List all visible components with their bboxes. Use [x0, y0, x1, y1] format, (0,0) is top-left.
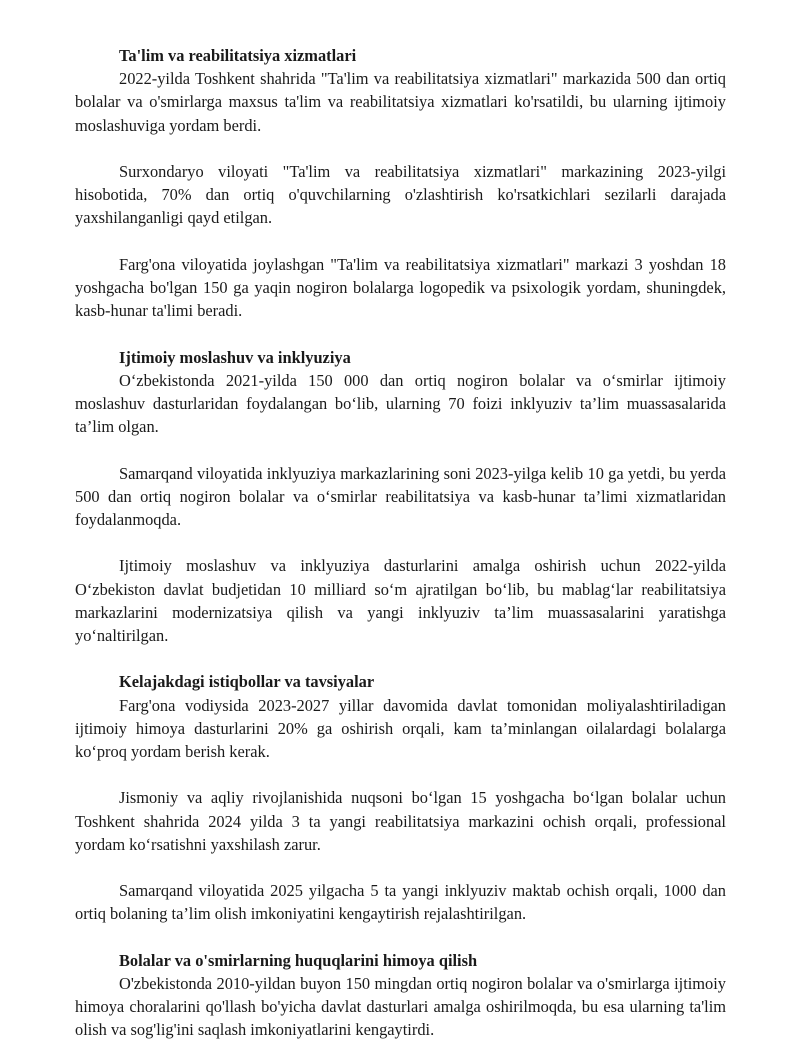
section-education-rehabilitation — [75, 44, 726, 322]
document-page — [75, 44, 726, 1042]
paragraph: Samarqand viloyatida inklyuziya markazlarining soni 2023-yilga kelib 10 ga yetdi, bu yerda 500 dan ortiq nogiron bolalar va o‘smirlar reabilitatsiya va kasb-hunar ta’limi xizmatlaridan foydalanmoqda. — [75, 463, 726, 529]
section-future-prospects — [75, 670, 726, 925]
paragraph: O‘zbekistonda 2021-yilda 150 000 dan ortiq nogiron bolalar va o‘smirlar ijtimoiy moslashuv dasturlaridan foydalangan bo‘lib, ularning 70 foizi inklyuziv ta’lim muassasalarida ta’lim olgan. — [75, 370, 726, 437]
paragraph: Surxondaryo viloyati "Ta'lim va reabilitatsiya xizmatlari" markazining 2023-yilgi hisobotida, 70% dan ortiq o'quvchilarning o'zlashtirish ko'rsatkichlari sezilarli darajada yaxshilanganligi qayd etilgan. — [75, 162, 726, 228]
section-heading: Ijtimoiy moslashuv va inklyuziya — [119, 347, 351, 367]
section-heading: Bolalar va o'smirlarning huquqlarini himoya qilish — [119, 950, 478, 970]
section-heading: Kelajakdagi istiqbollar va tavsiyalar — [119, 672, 375, 692]
paragraph: Samarqand viloyatida 2025 yilgacha 5 ta yangi inklyuziv maktab ochish orqali, 1000 dan ortiq bolaning ta’lim olish imkoniyatini kengaytirish rejalashtirilgan. — [75, 881, 726, 924]
paragraph: Jismoniy va aqliy rivojlanishida nuqsoni bo‘lgan 15 yoshgacha bo‘lgan bolalar uchun Toshkent shahrida 2024 yilda 3 ta yangi reabilitatsiya markazini ochish orqali, professional yordam ko‘rsatishni yaxshilash zarur. — [75, 788, 726, 854]
paragraph: O'zbekistonda 2010-yildan buyon 150 mingdan ortiq nogiron bolalar va o'smirlarga ijtimoiy himoya choralarini qo'llash bo'yicha davlat dasturlari amalga oshirilmoqda, bu esa ularning ta'lim olish va sog'lig'ini saqlash imkoniyatlarini kengaytirdi. — [75, 973, 726, 1040]
paragraph: 2022-yilda Toshkent shahrida "Ta'lim va reabilitatsiya xizmatlari" markazida 500 dan ortiq bolalar va o'smirlarga maxsus ta'lim va reabilitatsiya xizmatlari ko'rsatildi, bu ularning ijtimoiy moslashuviga yordam berdi. — [75, 69, 726, 135]
section-social-adaptation — [75, 346, 726, 648]
paragraph: Farg'ona vodiysida 2023-2027 yillar davomida davlat tomonidan moliyalashtiriladigan ijtimoiy himoya dasturlarini 20% ga oshirish orqali, kam ta’minlangan oilalardagi bolalarga ko‘proq yordam berish kerak. — [75, 695, 726, 761]
paragraph: Ijtimoiy moslashuv va inklyuziya dasturlarini amalga oshirish uchun 2022-yilda O‘zbekiston davlat budjetidan 10 milliard so‘m ajratilgan bo‘lib, bu mablag‘lar reabilitatsiya markazlarini modernizatsiya qilish va yangi inklyuziv ta’lim muassasalarini yaratishga yo‘naltirilgan. — [75, 556, 726, 645]
section-children-rights — [75, 949, 726, 1042]
section-heading: Ta'lim va reabilitatsiya xizmatlari — [119, 46, 357, 65]
paragraph: Farg'ona viloyatida joylashgan "Ta'lim va reabilitatsiya xizmatlari" markazi 3 yoshdan 18 yoshgacha bo'lgan 150 ga yaqin nogiron bolalarga logopedik va psixologik yordam, shuningdek, kasb-hunar ta'limi beradi. — [75, 254, 726, 321]
